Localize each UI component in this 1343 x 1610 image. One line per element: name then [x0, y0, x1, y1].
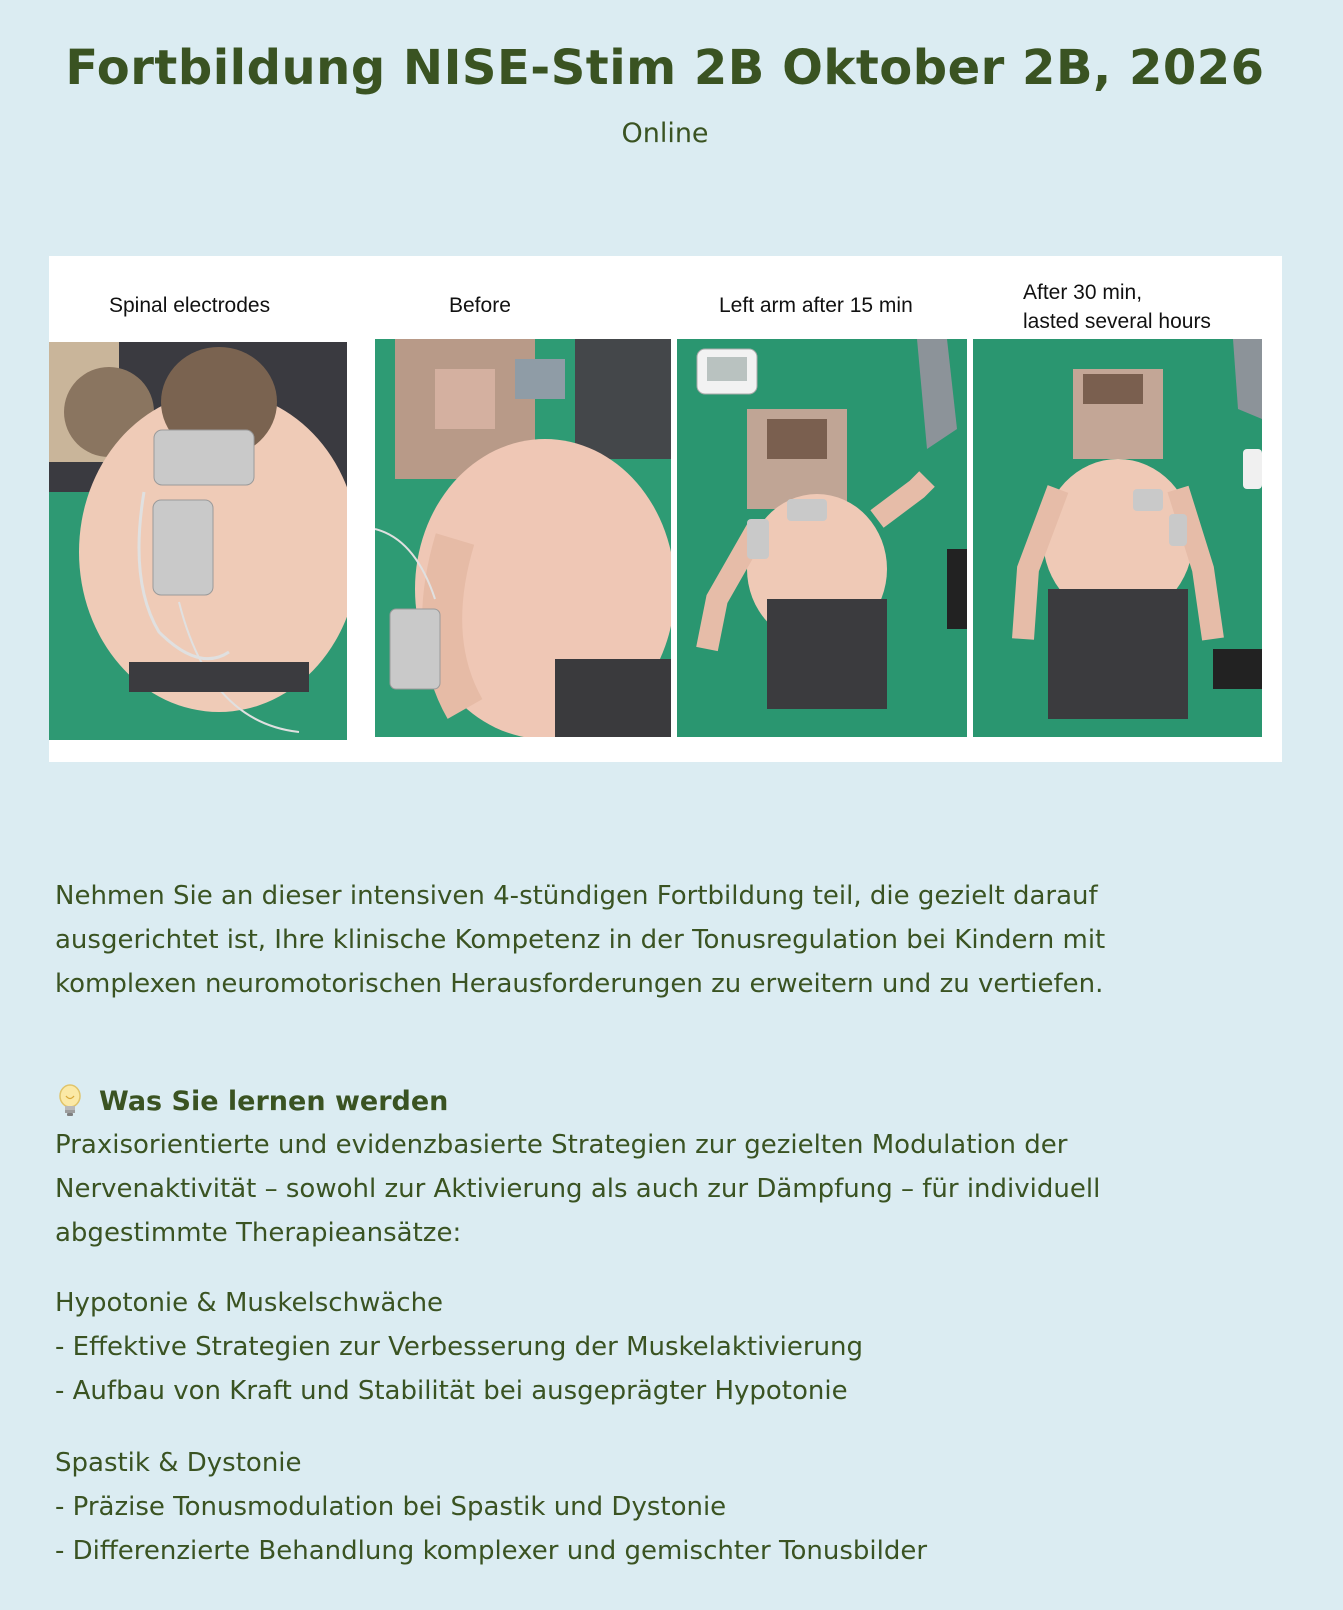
learn-line: Praxisorientierte und evidenzbasierte Strategien zur gezielten Modulation der: [55, 1130, 1068, 1160]
intro-line: ausgerichtet ist, Ihre klinische Kompetenz in der Tonusregulation bei Kindern mit: [55, 925, 1106, 955]
intro-paragraph: [55, 874, 1285, 1006]
after-30-min-photo: [973, 339, 1262, 737]
therapy-figure: [49, 256, 1282, 762]
topic-list-item: - Präzise Tonusmodulation bei Spastik und Dystonie: [55, 1492, 727, 1522]
topic-list-item: - Aufbau von Kraft und Stabilität bei ausgeprägter Hypotonie: [55, 1376, 848, 1406]
caption-lasted-several-hours: lasted several hours: [1023, 310, 1211, 333]
before-photo: [375, 339, 671, 737]
learn-line: abgestimmte Therapieansätze:: [55, 1218, 462, 1248]
topic-group-hypotonie: [55, 1281, 1285, 1413]
event-location: Online: [621, 118, 709, 149]
topic-group-title: Hypotonie & Muskelschwäche: [55, 1288, 444, 1318]
spinal-electrodes-photo: [49, 342, 347, 740]
caption-after-30-min: After 30 min,: [1023, 281, 1143, 304]
topic-list-item: - Differenzierte Behandlung komplexer und gemischter Tonusbilder: [55, 1536, 928, 1566]
event-title: Fortbildung NISE-Stim 2B Oktober 2B, 2026: [65, 40, 1265, 96]
learn-line: Nervenaktivität – sowohl zur Aktivierung als auch zur Dämpfung – für individuell: [55, 1174, 1101, 1204]
left-arm-after-15-min-photo: [677, 339, 967, 737]
topic-group-spastik: [55, 1441, 1285, 1573]
learn-heading-text: Was Sie lernen werden: [99, 1085, 449, 1117]
caption-before: Before: [449, 294, 511, 317]
intro-line: Nehmen Sie an dieser intensiven 4-stündigen Fortbildung teil, die gezielt darauf: [55, 881, 1098, 911]
intro-line: komplexen neuromotorischen Herausforderungen zu erweitern und zu vertiefen.: [55, 969, 1104, 999]
topic-group-title: Spastik & Dystonie: [55, 1448, 302, 1478]
learn-paragraph: [55, 1123, 1285, 1255]
lightbulb-icon: [55, 1083, 85, 1119]
caption-left-arm-after-15-min: Left arm after 15 min: [719, 294, 913, 317]
topic-list-item: - Effektive Strategien zur Verbesserung der Muskelaktivierung: [55, 1332, 864, 1362]
caption-spinal-electrodes: Spinal electrodes: [109, 294, 271, 317]
learn-section-heading: [55, 1081, 448, 1121]
